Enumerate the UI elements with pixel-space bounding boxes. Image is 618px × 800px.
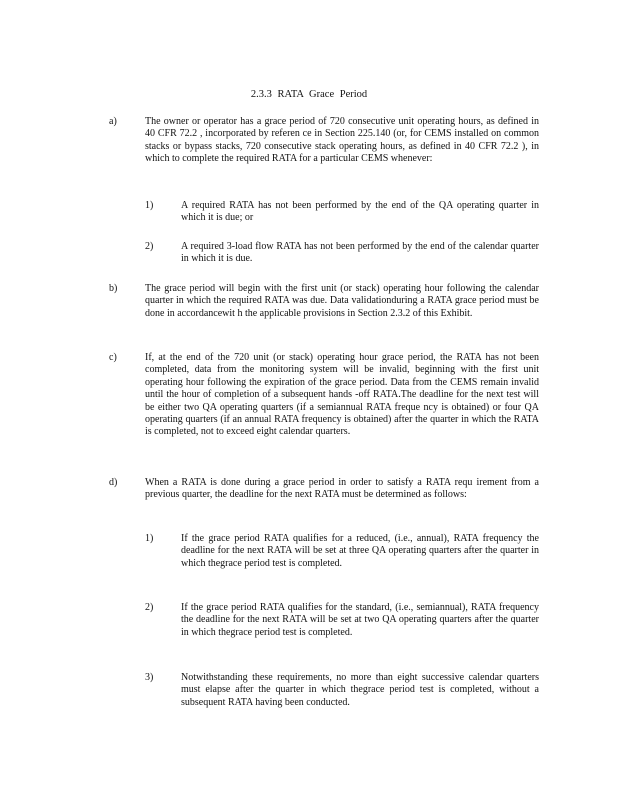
paragraph-label: a) (109, 116, 117, 127)
paragraph-text: When a RATA is done during a grace period in order to satisfy a RATA requ irement from a previous quarter, the deadline for the next RATA must be determined as follows: (145, 477, 539, 501)
subparagraph-label: 1) (145, 533, 154, 544)
paragraph-text: The grace period will begin with the first unit (or stack) operating hour following the calendar quarter in which the required RATA was due. Data validationduring a RATA grace period must be done in accordancewit h the applicable provisions in Section 2.3.2 of this Exhibit. (145, 283, 539, 319)
paragraph-a (109, 116, 539, 166)
subparagraph-d-3 (145, 672, 539, 709)
paragraph-text: The owner or operator has a grace period of 720 consecutive unit operating hours, as defined in 40 CFR 72.2 , incorporated by referen ce in Section 225.140 (or, for CEMS installed on common stacks or bypass stacks, 720 consecutive stack operating hours, as defined in 40 CFR 72.2 ), in which to complete the required RATA for a particular CEMS whenever: (145, 116, 539, 165)
paragraph-text: If, at the end of the 720 unit (or stack) operating hour grace period, the RATA has not been completed, data from the monitoring system will be invalid, beginning with the first unit operating hour following the expiration of the grace period. Data from the CEMS remain invalid until the hour of completion of a subsequent hands -off RATA.The deadline for the next test will be either two QA operating quarters (if a semiannual RATA freque ncy is obtained) or four QA operating quarters (if an annual RATA frequency is obtained) after the quarter in which the RATA is completed, not to exceed eight calendar quarters. (145, 352, 539, 438)
subparagraph-text: If the grace period RATA qualifies for the standard, (i.e., semiannual), RATA frequency the deadline for the next RATA will be set at two QA operating quarters after the quarter in which thegrace period test is completed. (181, 602, 539, 638)
paragraph-b (109, 283, 539, 320)
subparagraph-a-2 (145, 241, 539, 266)
subparagraph-text: If the grace period RATA qualifies for a reduced, (i.e., annual), RATA frequency the deadline for the next RATA will be set at three QA operating quarters after the quarter in which thegrace period test is completed. (181, 533, 539, 569)
subparagraph-text: A required 3-load flow RATA has not been performed by the end of the calendar quarter in which it is due. (181, 241, 539, 265)
section-title: 2.3.3 RATA Grace Period (250, 89, 368, 100)
paragraph-label: d) (109, 477, 118, 488)
subparagraph-label: 3) (145, 672, 154, 683)
subparagraph-d-2 (145, 602, 539, 639)
paragraph-c (109, 352, 539, 439)
subparagraph-label: 2) (145, 241, 154, 252)
subparagraph-a-1 (145, 200, 539, 225)
subparagraph-label: 2) (145, 602, 154, 613)
paragraph-label: c) (109, 352, 117, 363)
subparagraph-d-1 (145, 533, 539, 570)
paragraph-d (109, 477, 539, 502)
paragraph-label: b) (109, 283, 118, 294)
subparagraph-text: A required RATA has not been performed by the end of the QA operating quarter in which it is due; or (181, 200, 539, 224)
subparagraph-label: 1) (145, 200, 154, 211)
subparagraph-text: Notwithstanding these requirements, no more than eight successive calendar quarters must elapse after the quarter in which thegrace period test is completed, without a subsequent RATA having been conducted. (181, 672, 539, 708)
